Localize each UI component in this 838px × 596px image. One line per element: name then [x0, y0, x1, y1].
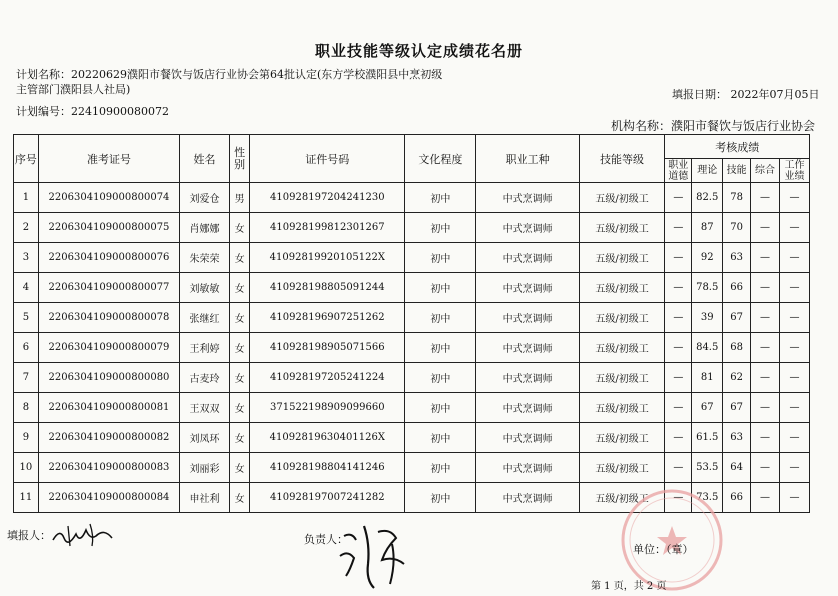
cell-gender: 男	[229, 183, 250, 213]
table-row	[14, 243, 810, 273]
cell-ethics: —	[665, 423, 692, 453]
cell-seq: 8	[14, 393, 39, 423]
header-skill: 技能	[723, 159, 751, 183]
cell-work-result: —	[779, 333, 809, 363]
header-education: 文化程度	[405, 135, 476, 183]
cell-skill-level: 五级/初级工	[579, 363, 665, 393]
cell-theory: 53.5	[692, 453, 723, 483]
cell-gender: 女	[229, 393, 250, 423]
cell-seq: 1	[14, 183, 39, 213]
cell-skill: 68	[723, 333, 751, 363]
table-row	[14, 213, 810, 243]
table-row	[14, 303, 810, 333]
cell-ethics: —	[665, 483, 692, 513]
cell-theory: 78.5	[692, 273, 723, 303]
cell-id-number: 410928198905071566	[250, 333, 405, 363]
cell-education: 初中	[405, 333, 476, 363]
cell-ethics: —	[665, 273, 692, 303]
cell-education: 初中	[405, 243, 476, 273]
cell-theory: 92	[692, 243, 723, 273]
header-seq: 序号	[14, 135, 39, 183]
cell-seq: 9	[14, 423, 39, 453]
cell-gender: 女	[229, 363, 250, 393]
cell-work-result: —	[779, 423, 809, 453]
cell-work-result: —	[779, 273, 809, 303]
cell-work-result: —	[779, 183, 809, 213]
cell-occupation: 中式烹调师	[476, 183, 579, 213]
cell-education: 初中	[405, 453, 476, 483]
cell-work-result: —	[779, 483, 809, 513]
cell-seq: 6	[14, 333, 39, 363]
responsible-label: 负责人：	[304, 533, 348, 546]
cell-theory: 87	[692, 213, 723, 243]
cell-occupation: 中式烹调师	[476, 303, 579, 333]
responsible-signature	[334, 514, 414, 594]
filler-signature	[50, 520, 116, 550]
table-row	[14, 363, 810, 393]
page-number: 第 1 页，共 2 页	[591, 581, 667, 592]
cell-seq: 5	[14, 303, 39, 333]
cell-name: 张继红	[180, 303, 230, 333]
cell-comprehensive: —	[751, 183, 780, 213]
cell-id-number: 410928197205241224	[250, 363, 405, 393]
cell-theory: 73.5	[692, 483, 723, 513]
cell-skill: 63	[723, 423, 751, 453]
cell-theory: 84.5	[692, 333, 723, 363]
cell-occupation: 中式烹调师	[476, 423, 579, 453]
cell-exam-id: 2206304109000800074	[38, 183, 179, 213]
cell-skill: 64	[723, 453, 751, 483]
table-row	[14, 333, 810, 363]
cell-theory: 67	[692, 393, 723, 423]
cell-occupation: 中式烹调师	[476, 393, 579, 423]
cell-name: 刘敏敏	[180, 273, 230, 303]
cell-ethics: —	[665, 363, 692, 393]
cell-id-number: 410928197204241230	[250, 183, 405, 213]
cell-name: 刘丽彩	[180, 453, 230, 483]
plan-number: 计划编号：22410900080072	[16, 105, 169, 118]
cell-id-number: 41092819630401126X	[250, 423, 405, 453]
cell-skill: 78	[723, 183, 751, 213]
cell-work-result: —	[779, 303, 809, 333]
cell-work-result: —	[779, 213, 809, 243]
cell-comprehensive: —	[751, 363, 780, 393]
cell-comprehensive: —	[751, 483, 780, 513]
cell-exam-id: 2206304109000800082	[38, 423, 179, 453]
cell-education: 初中	[405, 483, 476, 513]
cell-comprehensive: —	[751, 453, 780, 483]
header-ethics: 职业道德	[665, 159, 692, 183]
cell-exam-id: 2206304109000800080	[38, 363, 179, 393]
cell-education: 初中	[405, 183, 476, 213]
table-row	[14, 273, 810, 303]
cell-skill-level: 五级/初级工	[579, 453, 665, 483]
cell-name: 王利婷	[180, 333, 230, 363]
cell-education: 初中	[405, 303, 476, 333]
unit-seal-label: 单位：（章）	[633, 543, 694, 556]
cell-gender: 女	[229, 453, 250, 483]
cell-work-result: —	[779, 393, 809, 423]
cell-theory: 61.5	[692, 423, 723, 453]
cell-id-number: 371522198909099660	[250, 393, 405, 423]
cell-ethics: —	[665, 453, 692, 483]
cell-seq: 11	[14, 483, 39, 513]
filler-label: 填报人：	[7, 529, 51, 542]
cell-skill-level: 五级/初级工	[579, 423, 665, 453]
cell-skill: 63	[723, 243, 751, 273]
cell-education: 初中	[405, 273, 476, 303]
cell-work-result: —	[779, 363, 809, 393]
cell-id-number: 410928196907251262	[250, 303, 405, 333]
cell-skill: 66	[723, 483, 751, 513]
table-row	[14, 423, 810, 453]
cell-skill: 67	[723, 303, 751, 333]
cell-name: 王双双	[180, 393, 230, 423]
cell-name: 刘凤环	[180, 423, 230, 453]
document-title: 职业技能等级认定成绩花名册	[314, 42, 523, 60]
table-header	[14, 135, 810, 183]
cell-exam-id: 2206304109000800079	[38, 333, 179, 363]
header-work-result: 工作业绩	[779, 159, 809, 183]
cell-id-number: 410928199812301267	[250, 213, 405, 243]
header-skill-level: 技能等级	[579, 135, 665, 183]
cell-education: 初中	[405, 213, 476, 243]
cell-exam-id: 2206304109000800076	[38, 243, 179, 273]
cell-gender: 女	[229, 333, 250, 363]
cell-theory: 39	[692, 303, 723, 333]
plan-authority: 主管部门濮阳县人社局)	[16, 83, 131, 96]
cell-gender: 女	[229, 213, 250, 243]
header-exam-id: 准考证号	[38, 135, 179, 183]
cell-skill-level: 五级/初级工	[579, 243, 665, 273]
table-row	[14, 183, 810, 213]
cell-comprehensive: —	[751, 243, 780, 273]
cell-comprehensive: —	[751, 303, 780, 333]
cell-occupation: 中式烹调师	[476, 273, 579, 303]
cell-skill-level: 五级/初级工	[579, 183, 665, 213]
cell-exam-id: 2206304109000800081	[38, 393, 179, 423]
cell-comprehensive: —	[751, 393, 780, 423]
organization-name: 机构名称：濮阳市餐饮与饭店行业协会	[611, 119, 816, 133]
cell-seq: 10	[14, 453, 39, 483]
cell-ethics: —	[665, 393, 692, 423]
table-row	[14, 393, 810, 423]
cell-skill: 62	[723, 363, 751, 393]
cell-skill: 70	[723, 213, 751, 243]
cell-exam-id: 2206304109000800084	[38, 483, 179, 513]
cell-ethics: —	[665, 213, 692, 243]
cell-skill: 67	[723, 393, 751, 423]
cell-occupation: 中式烹调师	[476, 453, 579, 483]
header-id-number: 证件号码	[250, 135, 405, 183]
cell-id-number: 410928197007241282	[250, 483, 405, 513]
cell-skill-level: 五级/初级工	[579, 483, 665, 513]
cell-ethics: —	[665, 303, 692, 333]
cell-gender: 女	[229, 483, 250, 513]
cell-name: 古麦玲	[180, 363, 230, 393]
cell-name: 朱荣荣	[180, 243, 230, 273]
header-theory: 理论	[692, 159, 723, 183]
header-occupation: 职业工种	[476, 135, 579, 183]
cell-education: 初中	[405, 393, 476, 423]
table-row	[14, 453, 810, 483]
score-table	[13, 134, 810, 513]
header-comprehensive: 综合	[751, 159, 780, 183]
cell-comprehensive: —	[751, 273, 780, 303]
cell-occupation: 中式烹调师	[476, 363, 579, 393]
cell-comprehensive: —	[751, 423, 780, 453]
cell-ethics: —	[665, 243, 692, 273]
cell-ethics: —	[665, 333, 692, 363]
cell-seq: 4	[14, 273, 39, 303]
cell-work-result: —	[779, 243, 809, 273]
cell-ethics: —	[665, 183, 692, 213]
cell-education: 初中	[405, 363, 476, 393]
plan-name: 计划名称：20220629濮阳市餐饮与饭店行业协会第64批认定(东方学校濮阳县中烹初级	[16, 68, 443, 81]
cell-id-number: 410928198805091244	[250, 273, 405, 303]
cell-seq: 2	[14, 213, 39, 243]
cell-skill-level: 五级/初级工	[579, 213, 665, 243]
cell-theory: 82.5	[692, 183, 723, 213]
cell-skill-level: 五级/初级工	[579, 303, 665, 333]
cell-id-number: 41092819920105122X	[250, 243, 405, 273]
cell-occupation: 中式烹调师	[476, 243, 579, 273]
cell-exam-id: 2206304109000800078	[38, 303, 179, 333]
header-scores: 考核成绩	[665, 135, 810, 159]
cell-comprehensive: —	[751, 213, 780, 243]
cell-seq: 7	[14, 363, 39, 393]
cell-skill: 66	[723, 273, 751, 303]
cell-comprehensive: —	[751, 333, 780, 363]
cell-gender: 女	[229, 303, 250, 333]
cell-name: 申社利	[180, 483, 230, 513]
cell-occupation: 中式烹调师	[476, 483, 579, 513]
cell-exam-id: 2206304109000800077	[38, 273, 179, 303]
cell-work-result: —	[779, 453, 809, 483]
fill-date: 填报日期： 2022年07月05日	[672, 88, 820, 101]
cell-occupation: 中式烹调师	[476, 333, 579, 363]
cell-seq: 3	[14, 243, 39, 273]
header-gender: 性别	[229, 135, 250, 183]
cell-education: 初中	[405, 423, 476, 453]
cell-exam-id: 2206304109000800083	[38, 453, 179, 483]
cell-name: 肖娜娜	[180, 213, 230, 243]
cell-occupation: 中式烹调师	[476, 213, 579, 243]
cell-gender: 女	[229, 243, 250, 273]
cell-skill-level: 五级/初级工	[579, 333, 665, 363]
cell-skill-level: 五级/初级工	[579, 273, 665, 303]
cell-id-number: 410928198804141246	[250, 453, 405, 483]
cell-gender: 女	[229, 423, 250, 453]
cell-theory: 81	[692, 363, 723, 393]
header-name: 姓名	[180, 135, 230, 183]
cell-gender: 女	[229, 273, 250, 303]
cell-exam-id: 2206304109000800075	[38, 213, 179, 243]
cell-name: 刘爱仓	[180, 183, 230, 213]
table-body	[14, 183, 810, 513]
cell-skill-level: 五级/初级工	[579, 393, 665, 423]
